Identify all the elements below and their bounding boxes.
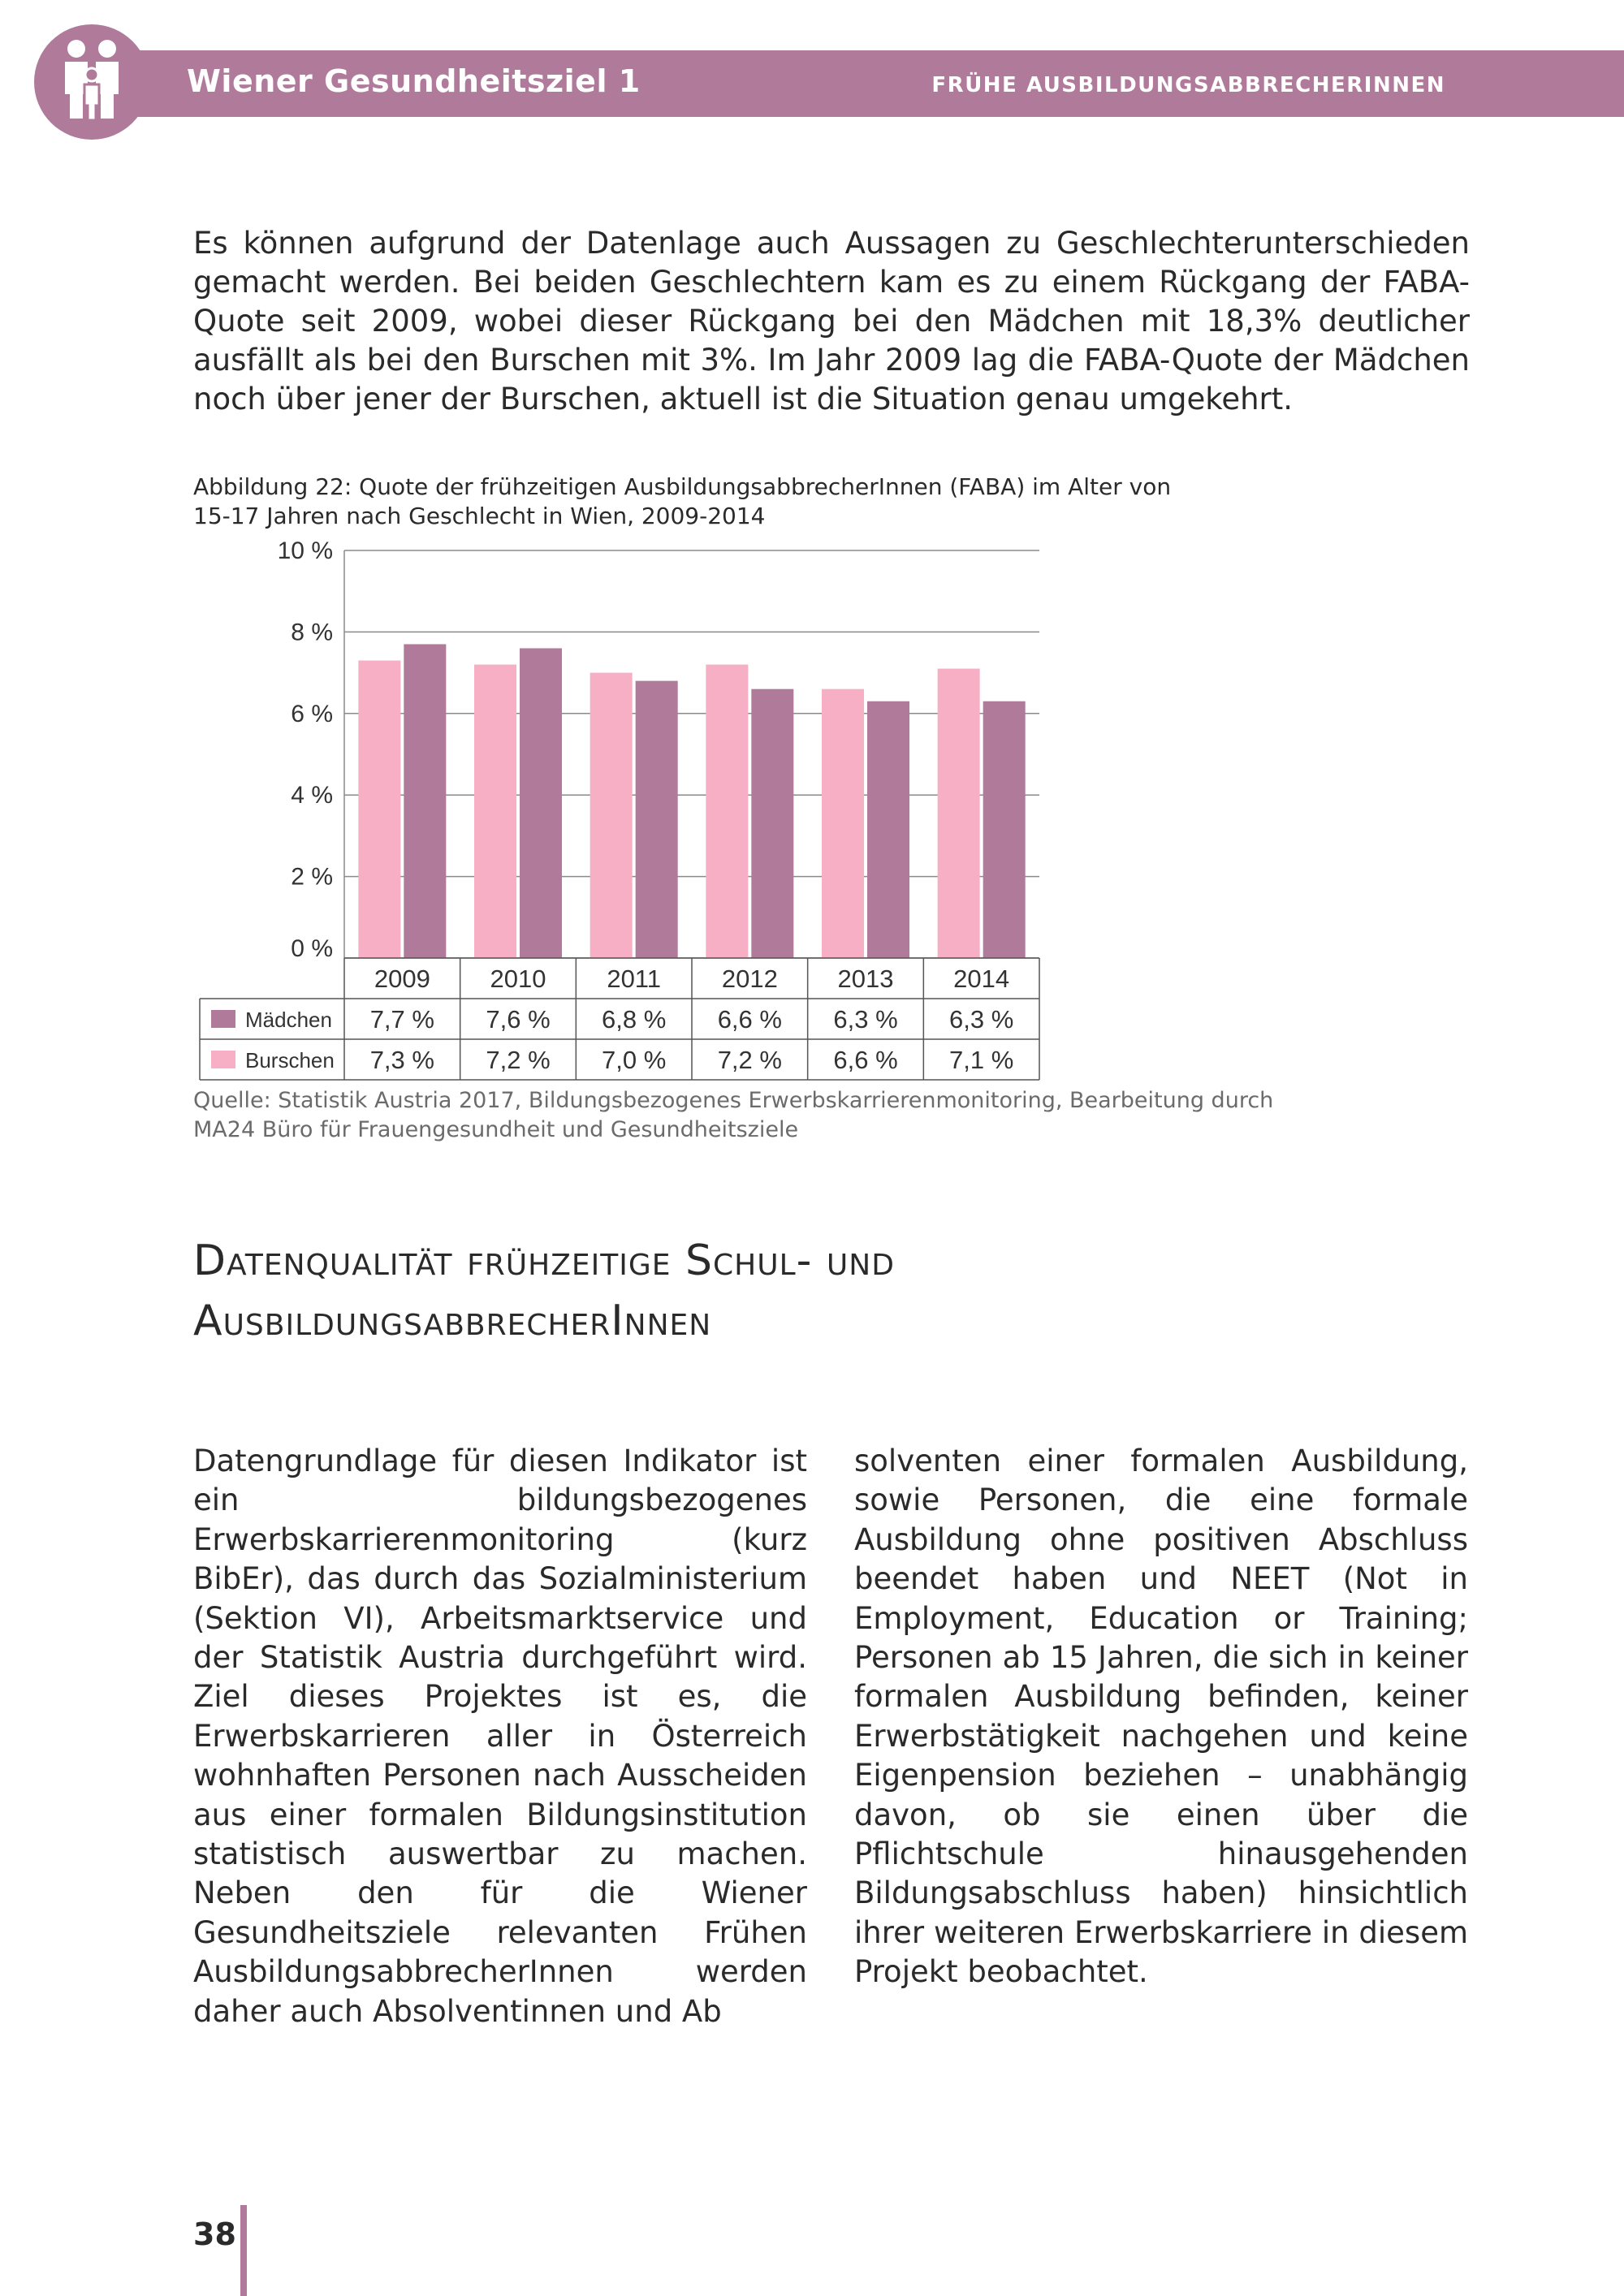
family-icon <box>34 24 149 140</box>
data-label-burschen-2011: 7,0 % <box>602 1046 667 1074</box>
section-heading-line-2: AusbildungsabbrecherInnen <box>193 1297 712 1345</box>
y-tick-label-0: 0 % <box>291 935 333 962</box>
section-heading-line-1: Datenqualität frühzeitige Schul- und <box>193 1236 895 1285</box>
data-label-maedchen-2011: 6,8 % <box>602 1005 667 1034</box>
y-tick-label-8: 8 % <box>291 619 333 646</box>
legend-label-maedchen: Mädchen <box>245 1008 332 1032</box>
body-column-left: Datengrundlage für diesen Indikator ist ein bildungsbezogenes Erwerbskarrierenmonitoring (kurz BibEr), das durch das Sozialministerium (Sektion VI), Arbeitsmarktservice und der Statistik Austria durchgeführt wird. Ziel dieses Projektes ist es, die Erwerbskarrieren aller in Österreich wohnhaften Personen nach Ausscheiden aus einer formalen Bildungsinstitution statistisch auswertbar zu machen. Neben den für die Wiener Gesundheitsziele relevanten Frühen AusbildungsabbrecherInnen werden daher auch Absolventinnen und Ab <box>193 1444 807 2029</box>
bar-burschen-2011 <box>590 673 633 958</box>
page-number: 38 <box>193 2216 236 2252</box>
data-label-burschen-2009: 7,3 % <box>369 1046 434 1074</box>
figure-source <box>193 1086 1330 1145</box>
data-label-maedchen-2010: 7,6 % <box>486 1005 551 1034</box>
x-tick-label-2011: 2011 <box>607 965 662 993</box>
bar-maedchen-2014 <box>983 701 1026 958</box>
bar-maedchen-2010 <box>520 648 562 958</box>
data-label-maedchen-2014: 6,3 % <box>949 1005 1014 1034</box>
body-column-right: solventen einer formalen Ausbildung, sowie Personen, die eine formale Ausbildung ohne positiven Abschluss beendet haben und NEET (Not in Employment, Education or Training; Personen ab 15 Jahren, die sich in keiner formalen Ausbildung befinden, keiner Erwerbstätigkeit nachgehen und keine Eigenpension beziehen – unabhängig davon, ob sie einen über die Pflichtschule hinausgehenden Bildungsabschluss haben) hinsichtlich ihrer weiteren Erwerbskarriere in diesem Projekt beobachtet. <box>854 1444 1468 1990</box>
figure-caption <box>193 473 1249 531</box>
data-label-burschen-2010: 7,2 % <box>486 1046 551 1074</box>
figure-source-line-1: Quelle: Statistik Austria 2017, Bildungsbezogenes Erwerbskarrierenmonitoring, Bearbeitung durch <box>193 1088 1274 1113</box>
bar-maedchen-2009 <box>404 644 446 958</box>
bar-maedchen-2013 <box>867 701 909 958</box>
bar-maedchen-2011 <box>636 681 678 958</box>
x-tick-label-2014: 2014 <box>953 965 1010 993</box>
page-number-rule <box>240 2205 247 2296</box>
figure-source-line-2: MA24 Büro für Frauengesundheit und Gesundheitsziele <box>193 1117 799 1142</box>
data-label-burschen-2013: 6,6 % <box>833 1046 898 1074</box>
data-label-burschen-2014: 7,1 % <box>949 1046 1014 1074</box>
bar-burschen-2013 <box>822 689 864 958</box>
x-tick-label-2013: 2013 <box>837 965 894 993</box>
bar-burschen-2010 <box>474 665 516 958</box>
y-tick-label-6: 6 % <box>291 700 333 727</box>
x-tick-label-2012: 2012 <box>721 965 778 993</box>
y-tick-label-2: 2 % <box>291 863 333 891</box>
legend-swatch-burschen <box>211 1051 235 1068</box>
data-label-burschen-2012: 7,2 % <box>717 1046 782 1074</box>
bar-burschen-2009 <box>358 661 400 958</box>
bar-burschen-2014 <box>938 669 980 958</box>
x-tick-label-2009: 2009 <box>374 965 430 993</box>
data-label-maedchen-2012: 6,6 % <box>717 1005 782 1034</box>
data-label-maedchen-2013: 6,3 % <box>833 1005 898 1034</box>
header-section-label: FRÜHE AUSBILDUNGSABBRECHERINNEN <box>931 73 1445 97</box>
figure-caption-line-1: Abbildung 22: Quote der frühzeitigen AusbildungsabbrecherInnen (FABA) im Alter von <box>193 473 1172 500</box>
bar-maedchen-2012 <box>751 689 793 958</box>
bar-burschen-2012 <box>706 665 748 958</box>
header-title: Wiener Gesundheitsziel 1 <box>187 63 641 99</box>
bar-chart <box>193 536 1249 1088</box>
figure-caption-line-2: 15-17 Jahren nach Geschlecht in Wien, 2009-2014 <box>193 503 766 529</box>
legend-swatch-maedchen <box>211 1010 235 1028</box>
y-tick-label-10: 10 % <box>277 537 333 564</box>
x-tick-label-2010: 2010 <box>490 965 546 993</box>
data-label-maedchen-2009: 7,7 % <box>369 1005 434 1034</box>
intro-paragraph: Es können aufgrund der Datenlage auch Aussagen zu Geschlechterunterschieden gemacht werden. Bei beiden Geschlechtern kam es zu einem Rückgang der FABA-Quote seit 2009, wobei dieser Rückgang bei den Mädchen mit 18,3% deutlicher ausfällt als bei den Burschen mit 3%. Im Jahr 2009 lag die FABA-Quote der Mädchen noch über jener der Burschen, aktuell ist die Situation genau umgekehrt. <box>193 226 1470 416</box>
section-heading <box>193 1231 1411 1351</box>
legend-label-burschen: Burschen <box>245 1048 335 1072</box>
y-tick-label-4: 4 % <box>291 782 333 809</box>
